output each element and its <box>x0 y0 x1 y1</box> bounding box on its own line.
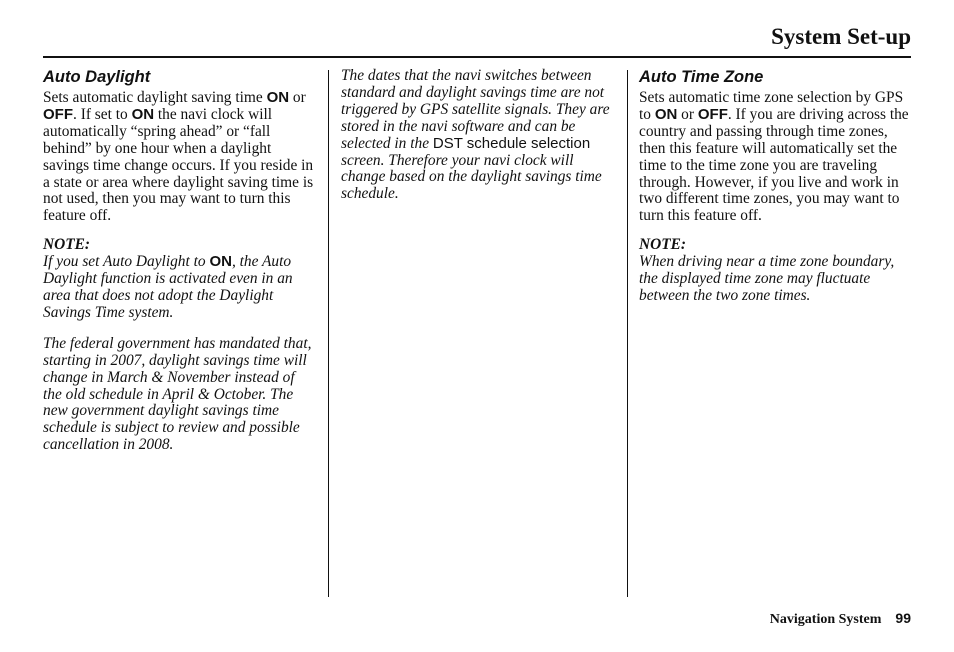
column-divider-1 <box>328 70 329 597</box>
note-label: NOTE: <box>639 236 687 254</box>
page-footer <box>770 610 911 628</box>
middle-column <box>341 68 613 203</box>
keyword-on: ON <box>131 105 155 123</box>
auto-time-zone-heading: Auto Time Zone <box>639 68 764 86</box>
text-run: or <box>289 89 306 106</box>
page-title: System Set-up <box>771 24 911 49</box>
dst-schedule-selection-keyword: DST schedule selection <box>432 134 591 152</box>
left-column <box>43 68 315 454</box>
footer-section-name: Navigation System <box>769 612 882 627</box>
keyword-on: ON <box>266 89 290 106</box>
keyword-on: ON <box>654 105 678 123</box>
page-number: 99 <box>895 610 911 626</box>
text-run: the navi clock will automatically “spring ahead” or “fall behind” by one hour when a daylight savings time change occurs. If you reside in a state or area where daylight saving time is not used, then you may want to turn this feature off. <box>43 105 314 225</box>
text-run: , the Auto Daylight function is activated even in an area that does not adopt the Daylight Savings Time system. <box>43 253 293 321</box>
auto-daylight-description <box>43 90 315 225</box>
dst-note-paragraph <box>341 68 613 203</box>
keyword-off: OFF <box>697 105 728 123</box>
text-run: . If you are driving across the country and passing through time zones, then this feature will automatically set the time to the time zone you are traveling through. However, if you live and work in two different time zones, you may want to turn this feature off. <box>639 105 909 225</box>
header-rule <box>43 56 911 58</box>
right-column <box>639 68 911 305</box>
text-run: or <box>677 105 698 123</box>
text-run: Sets automatic time zone selection by GPS to <box>639 89 904 123</box>
column-divider-2 <box>627 70 628 597</box>
text-run: screen. Therefore your navi clock will change based on the daylight savings time schedule. <box>341 151 602 203</box>
text-run: . If set to <box>73 105 132 123</box>
federal-note-paragraph: The federal government has mandated that, starting in 2007, daylight savings time will change in March & November instead of the old schedule in April & October. The new government daylight savings time schedule is subject to review and possible cancellation in 2008. <box>43 334 312 454</box>
keyword-off: OFF <box>43 105 73 123</box>
text-run: Sets automatic daylight saving time <box>43 89 267 106</box>
note-paragraph: When driving near a time zone boundary, the displayed time zone may fluctuate between the two zone times. <box>639 253 895 304</box>
auto-daylight-heading: Auto Daylight <box>43 68 151 86</box>
note-label: NOTE: <box>43 236 91 254</box>
note-paragraph <box>43 254 315 322</box>
text-run: The dates that the navi switches between standard and daylight savings time are not triggered by GPS satellite signals. They are stored in the navi software and can be selected in the <box>341 67 610 152</box>
keyword-on: ON <box>209 253 232 271</box>
auto-time-zone-description <box>639 90 911 225</box>
text-run: If you set Auto Daylight to <box>43 253 210 271</box>
